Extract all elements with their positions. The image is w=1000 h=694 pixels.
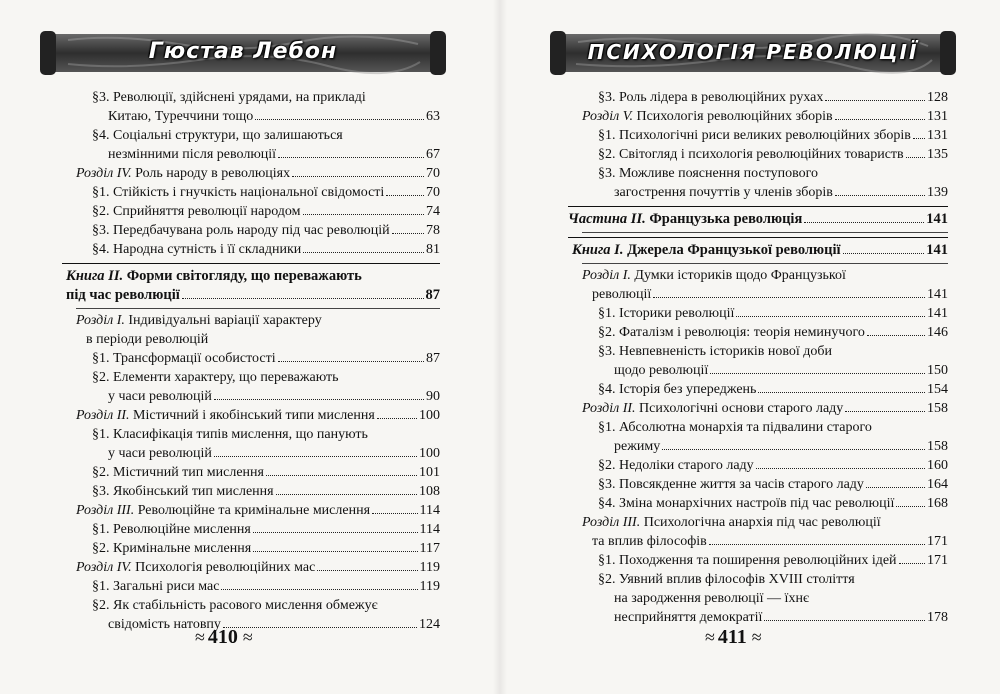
toc-entry xyxy=(62,501,440,520)
toc-entry-title: §1. Психологічні риси великих революційних зборів xyxy=(598,128,911,143)
dot-leader xyxy=(736,316,925,317)
toc-entry-title: Індивідуальні варіації характеру xyxy=(128,313,322,328)
toc-entry xyxy=(62,463,440,482)
toc-entry-title: Джерела Французької революції xyxy=(627,242,841,258)
dot-leader xyxy=(867,335,925,336)
toc-entry-title: та вплив філософів xyxy=(592,534,707,549)
ornament-right: ≈ xyxy=(751,627,760,647)
toc-page-number: 70 xyxy=(426,185,440,200)
toc-entry-title: §4. Історія без упереджень xyxy=(598,382,757,397)
toc-entry-label: Розділ IV. xyxy=(76,166,132,181)
toc-entry xyxy=(62,240,440,259)
dot-leader xyxy=(835,119,925,120)
dot-leader xyxy=(278,157,424,158)
toc-entry-title: §2. Як стабільність расового мислення обмежує xyxy=(92,598,378,613)
dot-leader xyxy=(899,563,925,564)
dot-leader xyxy=(303,214,424,215)
dot-leader xyxy=(372,513,418,514)
toc-entry-title: Психологічна анархія під час революції xyxy=(643,515,881,530)
toc-page-number: 158 xyxy=(927,401,948,416)
toc-entry xyxy=(568,456,948,475)
toc-entry-title: свідомість натовпу xyxy=(108,617,221,632)
toc-page-number: 158 xyxy=(927,439,948,454)
dot-leader xyxy=(653,297,925,298)
toc-page-number: 141 xyxy=(926,211,948,227)
dot-leader xyxy=(292,176,424,177)
toc-entry-title: у часи революцій xyxy=(108,446,212,461)
toc-entry xyxy=(568,551,948,570)
ornament-left: ≈ xyxy=(705,627,713,647)
toc-page-number: 63 xyxy=(426,109,440,124)
page-number-value: 410 xyxy=(207,626,238,648)
toc-entry xyxy=(62,482,440,501)
toc-entry-label: Розділ III. xyxy=(582,515,641,530)
toc-page-number: 100 xyxy=(419,446,440,461)
toc-entry-title: на зародження революції — їхнє xyxy=(614,591,809,606)
running-header: Гюстав Лебон xyxy=(148,39,338,64)
toc-entry-title: загострення почуттів у членів зборів xyxy=(614,185,833,200)
toc-entry-title: §4. Соціальні структури, що залишаються xyxy=(92,128,343,143)
ornament-right: ≈ xyxy=(242,627,251,647)
toc-entry-label: Розділ II. xyxy=(76,408,130,423)
ornament-left: ≈ xyxy=(195,627,203,647)
toc-entry-label: Розділ V. xyxy=(582,109,633,124)
toc-entry-label: Розділ I. xyxy=(582,268,631,283)
right-page xyxy=(500,0,1000,694)
dot-leader xyxy=(392,233,424,234)
toc-entry xyxy=(62,183,440,202)
toc-entry xyxy=(568,266,948,304)
dot-leader xyxy=(266,475,417,476)
toc-entry-title: Психологія революційних зборів xyxy=(636,109,833,124)
toc-entry-title: несприйняття демократії xyxy=(614,610,763,625)
toc-entry-title: §1. Походження та поширення революційних ідей xyxy=(598,553,897,568)
toc-entry-label: Розділ III. xyxy=(76,503,135,518)
toc-entry xyxy=(568,107,948,126)
toc-page-number: 117 xyxy=(419,541,440,556)
toc-entry xyxy=(568,145,948,164)
toc-page-number: 128 xyxy=(927,90,948,105)
dot-leader xyxy=(845,411,925,412)
toc-entry-label: Книга I. xyxy=(572,242,624,258)
table-of-contents xyxy=(62,88,440,634)
toc-entry-title: §4. Зміна монархічних настроїв під час революції xyxy=(598,496,895,511)
toc-entry-title: §1. Історики революції xyxy=(598,306,735,321)
toc-entry xyxy=(568,494,948,513)
toc-entry xyxy=(62,520,440,539)
dot-leader xyxy=(913,138,925,139)
toc-page-number: 119 xyxy=(419,579,440,594)
dot-leader xyxy=(214,456,417,457)
toc-page-number: 90 xyxy=(426,389,440,404)
dot-leader xyxy=(906,157,925,158)
toc-entry-title: Роль народу в революціях xyxy=(135,166,291,181)
toc-page-number: 87 xyxy=(425,287,440,303)
dot-leader xyxy=(276,494,417,495)
section-rule xyxy=(62,263,440,264)
dot-leader xyxy=(278,361,424,362)
toc-entry xyxy=(62,164,440,183)
toc-entry-title: під час революції xyxy=(66,287,180,303)
dot-leader xyxy=(317,570,417,571)
toc-entry-title: §2. Світогляд і психологія революційних товариств xyxy=(598,147,904,162)
dot-leader xyxy=(764,620,925,621)
toc-entry xyxy=(568,418,948,456)
toc-entry-title: §3. Революції, здійснені урядами, на прикладі xyxy=(92,90,366,105)
toc-entry xyxy=(568,475,948,494)
header-banner xyxy=(38,30,448,76)
dot-leader xyxy=(710,373,925,374)
toc-page-number: 160 xyxy=(927,458,948,473)
toc-entry-title: незмінними після революції xyxy=(108,147,277,162)
toc-entry xyxy=(62,311,440,349)
toc-entry xyxy=(62,349,440,368)
toc-entry-title: §2. Сприйняття революції народом xyxy=(92,204,301,219)
section-rule xyxy=(568,237,948,238)
toc-page-number: 146 xyxy=(927,325,948,340)
toc-entry-title: §4. Народна сутність і її складники xyxy=(92,242,302,257)
toc-entry xyxy=(568,513,948,551)
toc-page-number: 131 xyxy=(927,109,948,124)
toc-page-number: 141 xyxy=(927,306,948,321)
toc-page-number: 135 xyxy=(927,147,948,162)
toc-entry-title: Думки істориків щодо Французької xyxy=(634,268,846,283)
dot-leader xyxy=(255,119,424,120)
dot-leader xyxy=(835,195,925,196)
toc-entry xyxy=(62,267,440,305)
toc-entry xyxy=(568,380,948,399)
toc-entry-title: §2. Елементи характеру, що переважають xyxy=(92,370,339,385)
toc-page-number: 119 xyxy=(419,560,440,575)
toc-entry xyxy=(62,577,440,596)
toc-entry-label: Розділ IV. xyxy=(76,560,132,575)
toc-entry xyxy=(62,88,440,126)
toc-entry xyxy=(62,368,440,406)
toc-entry xyxy=(62,406,440,425)
page-number xyxy=(195,626,251,649)
toc-entry-title: §2. Уявний вплив філософів XVIII століття xyxy=(598,572,855,587)
table-of-contents xyxy=(568,88,948,627)
toc-page-number: 164 xyxy=(927,477,948,492)
dot-leader xyxy=(896,506,925,507)
toc-page-number: 87 xyxy=(426,351,440,366)
toc-entry-title: §1. Трансформації особистості xyxy=(92,351,276,366)
toc-entry-title: §3. Передбачувана роль народу під час революцій xyxy=(92,223,390,238)
toc-entry xyxy=(568,570,948,627)
toc-entry xyxy=(62,558,440,577)
toc-page-number: 178 xyxy=(927,610,948,625)
toc-entry xyxy=(568,241,948,260)
toc-page-number: 100 xyxy=(419,408,440,423)
toc-entry-title: §3. Якобінський тип мислення xyxy=(92,484,274,499)
toc-entry-title: у часи революцій xyxy=(108,389,212,404)
toc-page-number: 171 xyxy=(927,534,948,549)
toc-page-number: 108 xyxy=(419,484,440,499)
toc-entry-title: Психологічні основи старого ладу xyxy=(639,401,844,416)
toc-entry-title: §1. Абсолютна монархія та підвалини старого xyxy=(598,420,872,435)
dot-leader xyxy=(377,418,417,419)
toc-page-number: 131 xyxy=(927,128,948,143)
toc-entry-title: Китаю, Туреччини тощо xyxy=(108,109,254,124)
toc-page-number: 154 xyxy=(927,382,948,397)
dot-leader xyxy=(843,253,925,254)
toc-entry xyxy=(568,323,948,342)
toc-page-number: 139 xyxy=(927,185,948,200)
toc-entry-title: Психологія революційних мас xyxy=(135,560,316,575)
toc-entry-title: §2. Фаталізм і революція: теорія неминучого xyxy=(598,325,865,340)
toc-page-number: 101 xyxy=(419,465,440,480)
toc-page-number: 70 xyxy=(426,166,440,181)
toc-entry-title: §2. Недоліки старого ладу xyxy=(598,458,754,473)
dot-leader xyxy=(825,100,925,101)
dot-leader xyxy=(253,551,417,552)
toc-entry xyxy=(568,399,948,418)
toc-page-number: 168 xyxy=(927,496,948,511)
toc-page-number: 171 xyxy=(927,553,948,568)
toc-entry-title: §1. Стійкість і гнучкість національної свідомості xyxy=(92,185,385,200)
toc-entry xyxy=(62,202,440,221)
toc-page-number: 141 xyxy=(926,242,948,258)
toc-entry-title: §3. Повсякденне життя за часів старого ладу xyxy=(598,477,864,492)
toc-entry-title: Форми світогляду, що переважають xyxy=(126,268,362,284)
dot-leader xyxy=(662,449,925,450)
toc-page-number: 124 xyxy=(419,617,440,632)
toc-entry xyxy=(568,88,948,107)
dot-leader xyxy=(756,468,925,469)
toc-entry-label: Розділ II. xyxy=(582,401,636,416)
page-number-value: 411 xyxy=(717,626,747,648)
toc-entry-title: режиму xyxy=(614,439,661,454)
toc-entry xyxy=(568,342,948,380)
toc-page-number: 141 xyxy=(927,287,948,302)
toc-entry-title: §2. Кримінальне мислення xyxy=(92,541,252,556)
toc-entry xyxy=(62,596,440,634)
toc-page-number: 78 xyxy=(426,223,440,238)
toc-entry-title: §2. Містичний тип мислення xyxy=(92,465,264,480)
toc-page-number: 74 xyxy=(426,204,440,219)
toc-entry-label: Книга II. xyxy=(66,268,124,284)
toc-entry-title: §3. Роль лідера в революційних рухах xyxy=(598,90,824,105)
toc-page-number: 114 xyxy=(419,522,440,537)
toc-page-number: 114 xyxy=(419,503,440,518)
toc-entry-title: §3. Можливе пояснення поступового xyxy=(598,166,819,181)
toc-entry-title: Французька революція xyxy=(649,211,803,227)
dot-leader xyxy=(386,195,424,196)
running-header: ПСИХОЛОГІЯ РЕВОЛЮЦІЇ xyxy=(587,40,919,64)
section-rule xyxy=(76,308,440,309)
toc-entry-title: Містичний і якобінський типи мислення xyxy=(133,408,375,423)
toc-entry xyxy=(62,221,440,240)
toc-entry-title: Революційне та кримінальне мислення xyxy=(137,503,371,518)
toc-page-number: 81 xyxy=(426,242,440,257)
toc-entry-title: щодо революції xyxy=(614,363,709,378)
dot-leader xyxy=(866,487,925,488)
toc-entry-title: §1. Загальні риси мас xyxy=(92,579,220,594)
dot-leader xyxy=(709,544,925,545)
toc-entry-label: Розділ I. xyxy=(76,313,125,328)
toc-entry xyxy=(62,425,440,463)
toc-entry-title: §3. Невпевненість істориків нової доби xyxy=(598,344,833,359)
toc-entry xyxy=(568,164,948,202)
toc-entry xyxy=(568,210,948,229)
toc-entry xyxy=(568,126,948,145)
dot-leader xyxy=(303,252,424,253)
toc-entry-label: Частина II. xyxy=(568,211,646,227)
toc-entry-title: в періоди революцій xyxy=(86,332,209,347)
dot-leader xyxy=(214,399,424,400)
section-rule xyxy=(582,232,948,233)
header-banner xyxy=(548,30,958,76)
dot-leader xyxy=(223,627,417,628)
toc-entry xyxy=(62,539,440,558)
section-rule xyxy=(582,263,948,264)
dot-leader xyxy=(221,589,417,590)
toc-entry-title: §1. Класифікація типів мислення, що панують xyxy=(92,427,368,442)
dot-leader xyxy=(253,532,418,533)
toc-entry xyxy=(568,304,948,323)
page-number xyxy=(705,626,760,649)
toc-page-number: 150 xyxy=(927,363,948,378)
dot-leader xyxy=(182,298,424,299)
section-rule xyxy=(568,206,948,207)
toc-entry xyxy=(62,126,440,164)
toc-page-number: 67 xyxy=(426,147,440,162)
toc-entry-title: §1. Революційне мислення xyxy=(92,522,251,537)
dot-leader xyxy=(804,222,924,223)
toc-entry-title: революції xyxy=(592,287,652,302)
dot-leader xyxy=(758,392,925,393)
